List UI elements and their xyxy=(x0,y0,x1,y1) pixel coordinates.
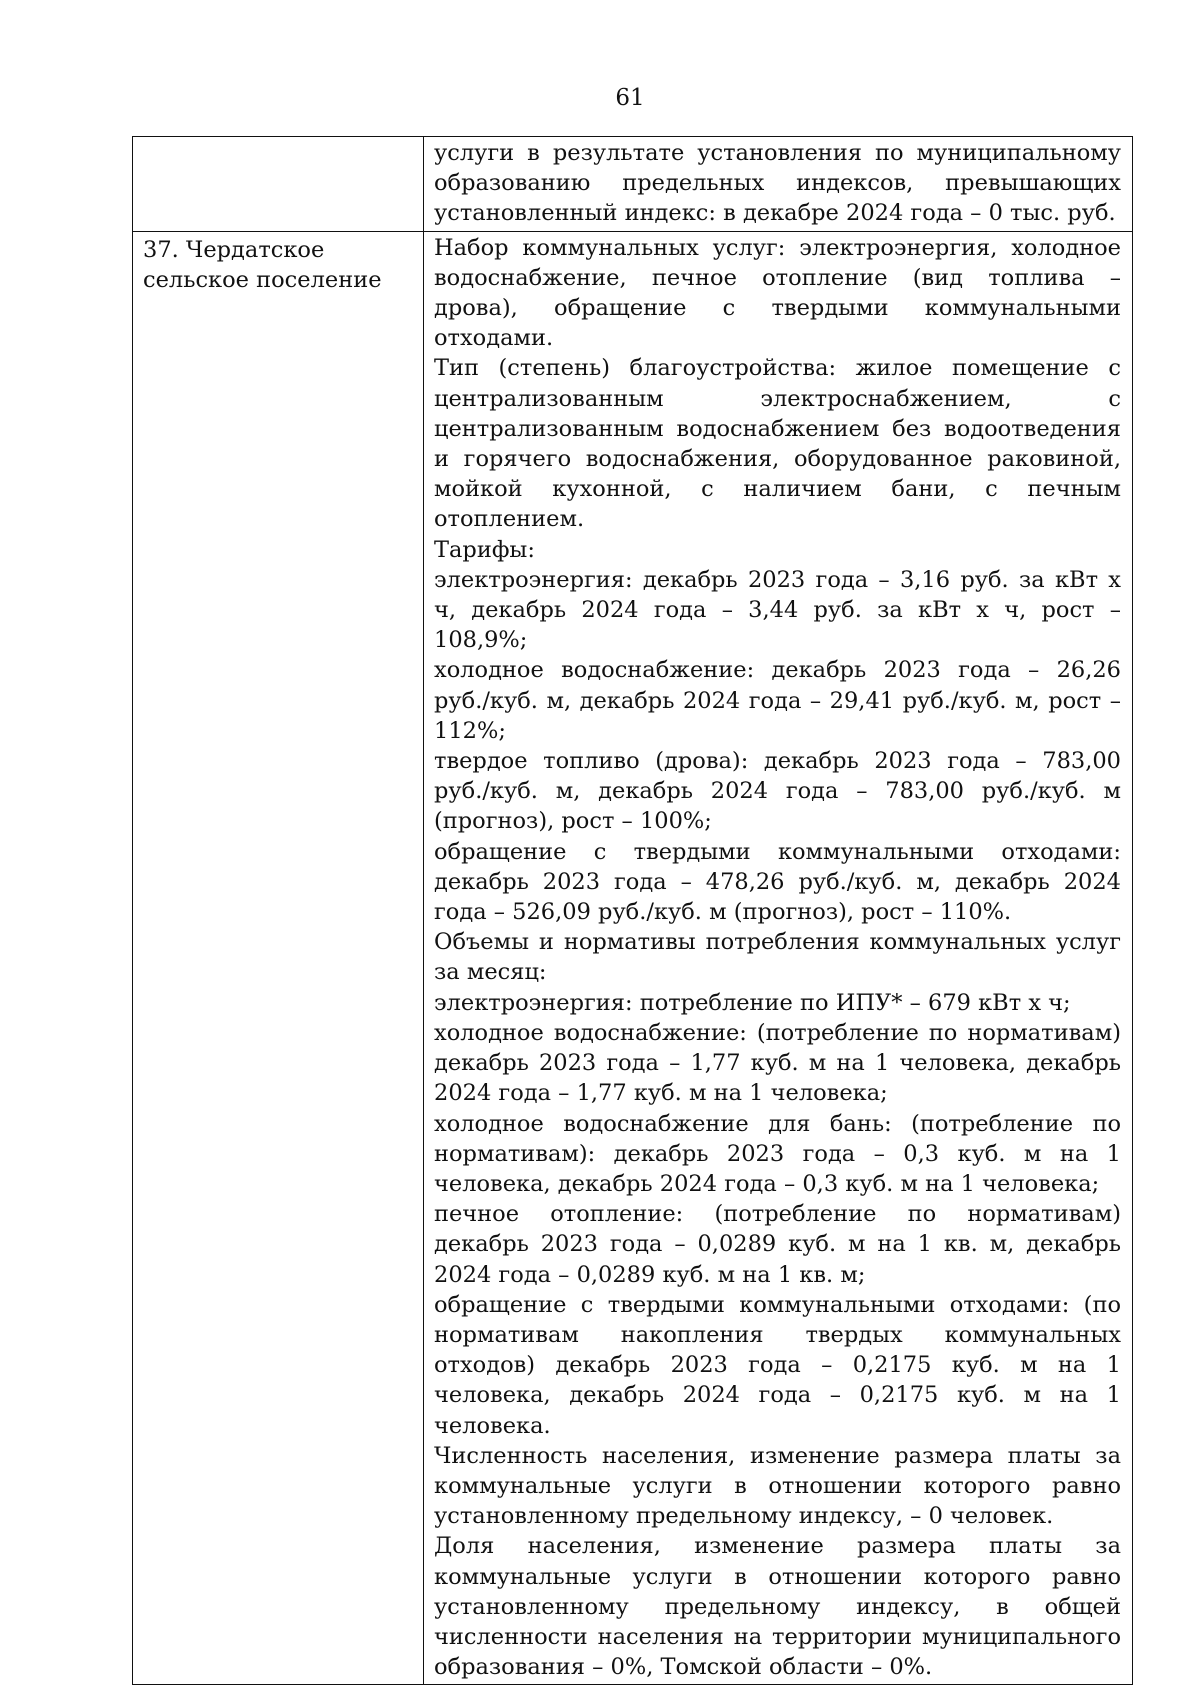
volumes-heading: Объемы и нормативы потребления коммунальных услуг за месяц: xyxy=(434,929,1121,986)
description-cell xyxy=(424,137,1133,232)
tariffs-heading: Тарифы: xyxy=(434,536,535,563)
municipality-cell xyxy=(133,231,424,1685)
cold-water-tariff-paragraph: холодное водоснабжение: декабрь 2023 года – 26,26 руб./куб. м, декабрь 2024 года – 29,41 руб./куб. м, рост – 112%; xyxy=(434,657,1121,744)
municipality-name: 37. Чердатское сельское поселение xyxy=(143,236,382,293)
waste-volume-paragraph: обращение с твердыми коммунальными отходами: (по нормативам накопления твердых коммунальных отходов) декабрь 2023 года – 0,2175 куб. м на 1 человека, декабрь 2024 года – 0,2175 куб. м на 1 человека. xyxy=(434,1291,1121,1439)
description-cell xyxy=(424,231,1133,1685)
firewood-tariff-paragraph: твердое топливо (дрова): декабрь 2023 года – 783,00 руб./куб. м, декабрь 2024 года – 783,00 руб./куб. м (прогноз), рост – 100%; xyxy=(434,748,1121,835)
population-share-paragraph: Доля населения, изменение размера платы за коммунальные услуги в отношении которого равно установленному предельному индексу, в общей численности населения на территории муниципального образования – 0%, Томской области – 0%. xyxy=(434,1533,1121,1681)
cold-water-volume-paragraph: холодное водоснабжение: (потребление по нормативам) декабрь 2023 года – 1,77 куб. м на 1 человека, декабрь 2024 года – 1,77 куб. м на 1 человека; xyxy=(434,1019,1121,1107)
utility-services-paragraph: Набор коммунальных услуг: электроэнергия, холодное водоснабжение, печное отопление (вид топлива – дрова), обращение с твердыми коммунальными отходами. xyxy=(434,234,1121,352)
table-row xyxy=(133,137,1133,232)
document-table xyxy=(132,136,1133,1685)
electricity-volume-paragraph: электроэнергия: потребление по ИПУ* – 679 кВт х ч; xyxy=(434,989,1071,1016)
bath-water-volume-paragraph: холодное водоснабжение для бань: (потребление по нормативам): декабрь 2023 года – 0,3 куб. м на 1 человека, декабрь 2024 года – 0,3 куб. м на 1 человека; xyxy=(434,1110,1121,1197)
improvement-type-paragraph: Тип (степень) благоустройства: жилое помещение с централизованным электроснабжением, с централизованным водоснабжением без водоотведения и горячего водоснабжения, оборудованное раковиной, мойкой кухонной, с наличием бани, с печным отоплением. xyxy=(434,355,1121,533)
description-paragraph: услуги в результате установления по муниципальному образованию предельных индексов, превышающих установленный индекс: в декабре 2024 года – 0 тыс. руб. xyxy=(434,140,1121,227)
electricity-tariff-paragraph: электроэнергия: декабрь 2023 года – 3,16 руб. за кВт х ч, декабрь 2024 года – 3,44 руб. за кВт х ч, рост – 108,9%; xyxy=(434,566,1121,654)
stove-heating-volume-paragraph: печное отопление: (потребление по нормативам) декабрь 2023 года – 0,0289 куб. м на 1 кв. м, декабрь 2024 года – 0,0289 куб. м на 1 кв. м; xyxy=(434,1201,1121,1288)
page-number: 61 xyxy=(615,85,645,111)
waste-tariff-paragraph: обращение с твердыми коммунальными отходами: декабрь 2023 года – 478,26 руб./куб. м, декабрь 2024 года – 526,09 руб./куб. м (прогноз), рост – 110%. xyxy=(434,838,1121,926)
municipality-name xyxy=(133,137,423,140)
population-count-paragraph: Численность населения, изменение размера платы за коммунальные услуги в отношении которого равно установленному предельному индексу, – 0 человек. xyxy=(434,1442,1121,1530)
table-row xyxy=(133,231,1133,1685)
municipality-cell xyxy=(133,137,424,232)
